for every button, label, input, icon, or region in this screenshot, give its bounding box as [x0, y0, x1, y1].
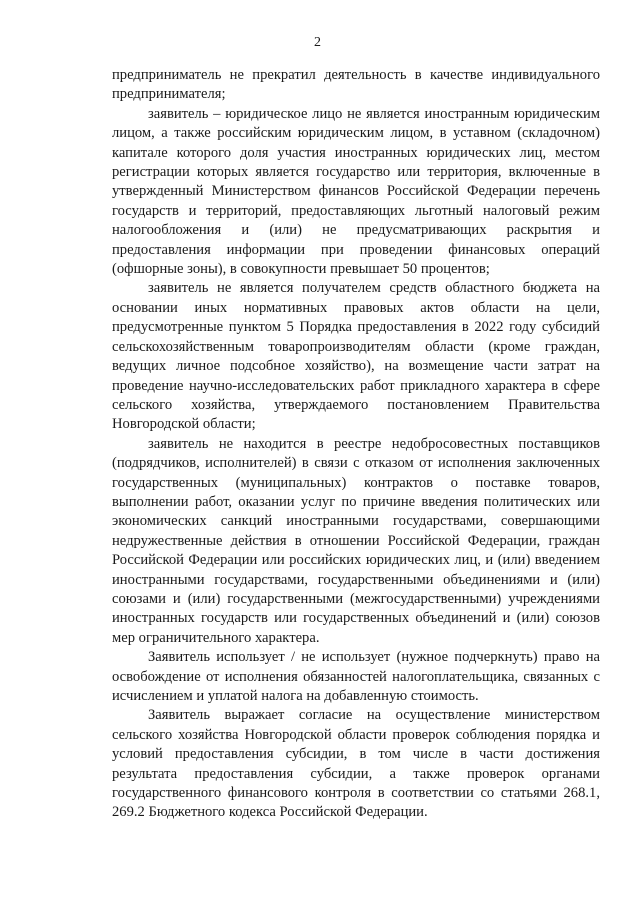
paragraph-vat-exemption: Заявитель использует / не использует (нужное подчеркнуть) право на освобождение от исполнения обязанностей налогоплательщика, связанных с исчислением и уплатой налога на добавленную стоимость. — [112, 649, 600, 704]
page-number: 2 — [314, 35, 321, 50]
paragraph-consent-inspections: Заявитель выражает согласие на осуществление министерством сельского хозяйства Новгородской области проверок соблюдения порядка и условий предоставления субсидии, в том числе в части достижения результата предоставления субсидии, а также проверок органами государственного финансового контроля в соответствии со статьями 268.1, 269.2 Бюджетного кодекса Российской Федерации. — [112, 707, 600, 821]
paragraph-foreign-entity: заявитель – юридическое лицо не является иностранным юридическим лицом, а также российским юридическим лицом, в уставном (складочном) капитале которого доля участия иностранных юридических лиц, местом регистрации которых является государство или территория, включенные в утвержденный Министерством финансов Российской Федерации перечень государств и территорий, предоставляющих льготный налоговый режим налогообложения и (или) не предусматривающих раскрытия и предоставления информации при проведении финансовых операций (офшорные зоны), в совокупности превышает 50 процентов; — [112, 105, 600, 278]
document-body — [112, 66, 600, 823]
paragraph-continuation: предприниматель не прекратил деятельность в качестве индивидуального предпринимателя; — [112, 67, 600, 103]
paragraph-unreliable-suppliers: заявитель не находится в реестре недобросовестных поставщиков (подрядчиков, исполнителей) в связи с отказом от исполнения заключенных государственных (муниципальных) контрактов о поставке товаров, выполнении работ, оказании услуг по причине введения политических или экономических санкций иностранными государствами, совершающими недружественные действия в отношении Российской Федерации, граждан Российской Федерации или российских юридических лиц, и (или) введением иностранными государствами, государственными объединениями и (или) союзами и (или) государственными (межгосударственными) учреждениями иностранных государств или государственных объединений и (или) союзов мер ограничительного характера. — [112, 435, 600, 646]
paragraph-budget-recipient: заявитель не является получателем средств областного бюджета на основании иных нормативных правовых актов области на цели, предусмотренные пунктом 5 Порядка предоставления в 2022 году субсидий сельскохозяйственным товаропроизводителям области (кроме граждан, ведущих личное подсобное хозяйство), на возмещение части затрат на проведение научно-исследовательских работ прикладного характера в сфере сельского хозяйства, утверждаемого постановлением Правительства Новгородской области; — [112, 280, 600, 433]
